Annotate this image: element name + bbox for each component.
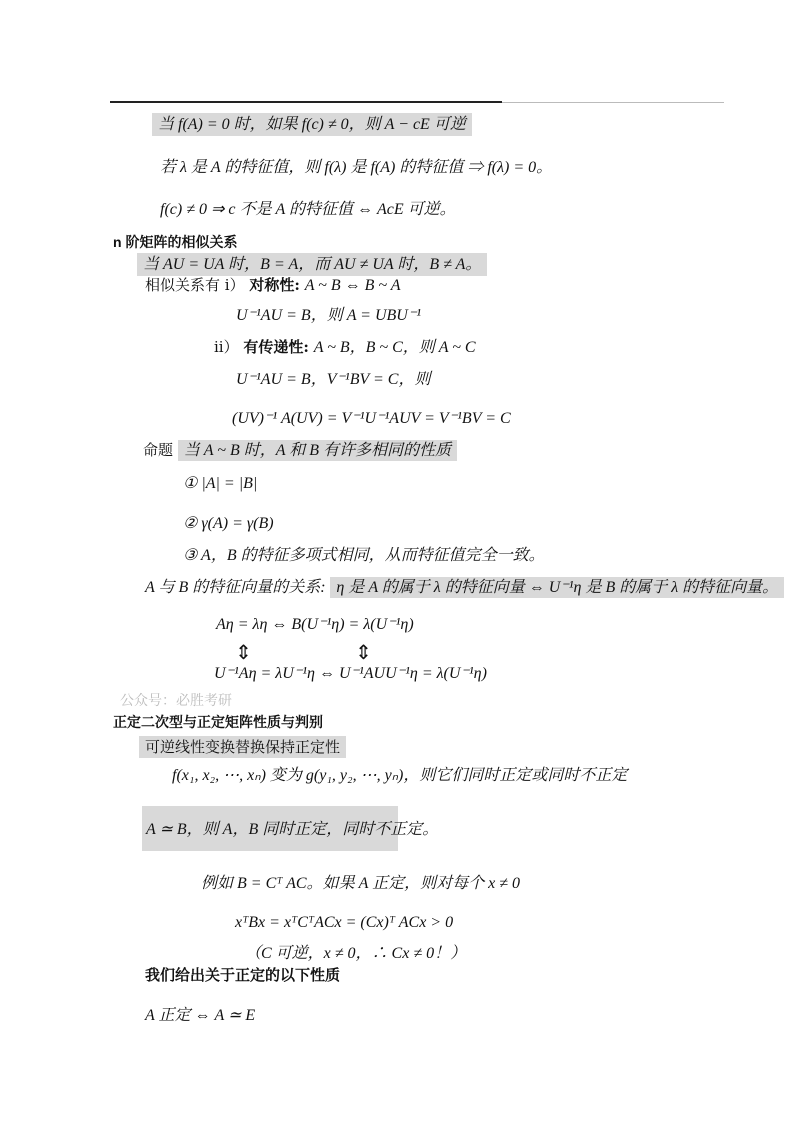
symmetry-formula: A ~ B ⇔ B ~ A: [304, 277, 401, 294]
header-rule-light: [502, 102, 724, 103]
eigenvalue-consequence-line: f(c) ≠ 0 ⇒ c 不是 A 的特征值 ⇔ AcE 可逆。: [160, 201, 456, 218]
property-determinant: ① |A| = |B|: [183, 475, 258, 492]
header-rule-dark: [110, 101, 502, 103]
positive-definite-equivalence: A 正定 ⇔ A ≃ E: [145, 1007, 256, 1024]
equivalence-arrow-left: ⇕: [235, 640, 252, 664]
eigenvector-relation-statement: η 是 A 的属于 λ 的特征向量 ⇔ U⁻¹η 是 B 的属于 λ 的特征向量。: [330, 577, 784, 598]
property-characteristic-polynomial: ③ A，B 的特征多项式相同，从而特征值完全一致。: [183, 547, 545, 564]
symmetry-prefix: 相似关系有 i）: [145, 276, 245, 294]
quadratic-form-transform-line: f(x₁, x₂, ⋯, xₙ) 变为 g(y₁, y₂, ⋯, yₙ)，则它们同时正定或同时不正定: [172, 767, 628, 784]
line-text: 当 f(A) = 0 时，如果 f(c) ≠ 0，则 A − cE 可逆: [158, 116, 466, 133]
eigenvector-relation-label: A 与 B 的特征向量的关系:: [145, 579, 326, 596]
transitivity-prefix: ii）: [214, 338, 239, 356]
highlight-line-invertible-transform: [139, 736, 346, 758]
transitivity-label: 有传递性:: [243, 338, 309, 356]
transitivity-assumption: U⁻¹AU = B，V⁻¹BV = C，则: [236, 371, 431, 388]
eigenvector-equation-top: Aη = λη ⇔ B(U⁻¹η) = λ(U⁻¹η): [216, 616, 414, 633]
proposition-line: [143, 441, 457, 460]
eigenvector-equation-bottom: U⁻¹Aη = λU⁻¹η ⇔ U⁻¹AUU⁻¹η = λ(U⁻¹η): [214, 665, 487, 682]
highlight-line-invertible: [152, 113, 472, 136]
line-text: 当 AU = UA 时，B = A，而 AU ≠ UA 时，B ≠ A。: [143, 256, 482, 273]
section-heading-positive-definite: 正定二次型与正定矩阵性质与判别: [113, 714, 323, 730]
properties-intro: 我们给出关于正定的以下性质: [145, 967, 341, 984]
line-text: 可逆线性变换替换保持正定性: [145, 738, 341, 756]
symmetry-label: 对称性:: [249, 276, 300, 294]
symmetry-derivation: U⁻¹AU = B，则 A = UBU⁻¹: [236, 307, 422, 324]
example-derivation: xᵀBx = xᵀCᵀACx = (Cx)ᵀ ACx > 0: [235, 914, 454, 931]
symmetry-line: [145, 276, 401, 295]
property-rank: ② γ(A) = γ(B): [183, 515, 274, 532]
eigenvalue-line: 若 λ 是 A 的特征值，则 f(λ) 是 f(A) 的特征值 ⇒ f(λ) = 0。: [160, 159, 553, 176]
section-heading-similarity: n 阶矩阵的相似关系: [113, 234, 238, 250]
transitivity-line: [214, 338, 476, 357]
transitivity-derivation: (UV)⁻¹ A(UV) = V⁻¹U⁻¹AUV = V⁻¹BV = C: [232, 410, 511, 427]
transitivity-formula: A ~ B，B ~ C，则 A ~ C: [313, 339, 476, 356]
proposition-label: 命题: [143, 441, 174, 459]
proposition-statement: 当 A ~ B 时，A 和 B 有许多相同的性质: [178, 440, 457, 461]
eigenvector-relation-line: [145, 578, 784, 597]
watermark: 公众号：必胜考研: [120, 692, 232, 708]
congruence-line: A ≃ B，则 A，B 同时正定，同时不正定。: [146, 821, 439, 838]
equivalence-arrow-right: ⇕: [355, 640, 372, 664]
highlight-line-commute: [137, 253, 487, 276]
example-line: 例如 B = Cᵀ AC。如果 A 正定，则对每个 x ≠ 0: [201, 875, 520, 892]
example-justification: （C 可逆，x ≠ 0，∴ Cx ≠ 0！）: [245, 945, 467, 962]
